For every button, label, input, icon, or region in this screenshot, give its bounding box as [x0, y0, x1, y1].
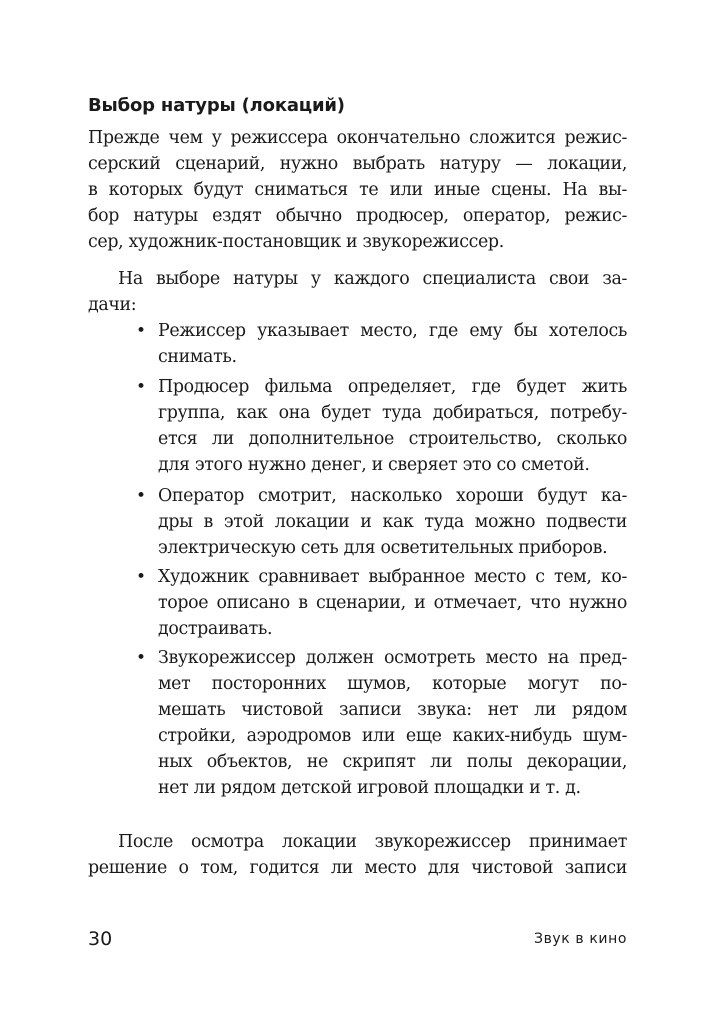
paragraph-line: На выборе натуры у каждого специалиста свои за-	[118, 269, 627, 289]
list-item-line: для этого нужно денег, и сверяет это со сметой.	[158, 455, 590, 475]
list-item-line: Звукорежиссер должен осмотреть место на пред-	[158, 648, 627, 668]
list-item-line: Оператор смотрит, насколько хороши будут ка-	[158, 486, 627, 506]
bullet-marker: •	[136, 648, 147, 668]
bullet-marker: •	[136, 377, 147, 397]
list-item-line: группа, как она будет туда добираться, потребу-	[158, 403, 627, 423]
list-item-line: Продюсер фильма определяет, где будет жить	[158, 377, 627, 397]
list-item-line: электрическую сеть для осветительных приборов.	[158, 538, 608, 558]
list-item-line: ется ли дополнительное строительство, сколько	[158, 429, 627, 449]
book-page	[88, 0, 627, 1033]
list-item-line: Режиссер указывает место, где ему бы хотелось	[158, 321, 627, 341]
bullet-marker: •	[136, 486, 147, 506]
list-item-line: дры в этой локации и как туда можно подвести	[158, 512, 627, 532]
paragraph-line: дачи:	[88, 295, 137, 315]
paragraph-line: в которых будут сниматься те или иные сцены. На вы-	[88, 180, 627, 200]
list-item-line: нет ли рядом детской игровой площадки и т. д.	[158, 778, 581, 798]
bullet-marker: •	[136, 567, 147, 587]
paragraph-line: После осмотра локации звукорежиссер принимает	[118, 832, 627, 852]
list-item-line: мет посторонних шумов, которые могут по-	[158, 674, 627, 694]
paragraph-line: сер, художник-постановщик и звукорежиссер.	[88, 232, 504, 252]
paragraph-line: серский сценарий, нужно выбрать натуру — локации,	[88, 154, 627, 174]
list-item-line: Художник сравнивает выбранное место с тем, ко-	[158, 567, 627, 587]
paragraph-line: бор натуры ездят обычно продюсер, оператор, режис-	[88, 206, 627, 226]
paragraph-line: решение о том, годится ли место для чистовой записи	[88, 858, 627, 878]
running-title: Звук в кино	[534, 931, 627, 947]
paragraph-line: Прежде чем у режиссера окончательно сложится режис-	[88, 128, 627, 148]
page-number: 30	[88, 928, 113, 950]
list-item-line: стройки, аэродромов или еще каких-нибудь шум-	[158, 726, 627, 746]
list-item-line: ных объектов, не скрипят ли полы декорации,	[158, 752, 627, 772]
section-heading: Выбор натуры (локаций)	[88, 95, 345, 116]
list-item-line: мешать чистовой записи звука: нет ли рядом	[158, 700, 627, 720]
list-item-line: достраивать.	[158, 619, 273, 639]
list-item-line: торое описано в сценарии, и отмечает, что нужно	[158, 593, 627, 613]
list-item-line: снимать.	[158, 347, 237, 367]
bullet-marker: •	[136, 321, 147, 341]
